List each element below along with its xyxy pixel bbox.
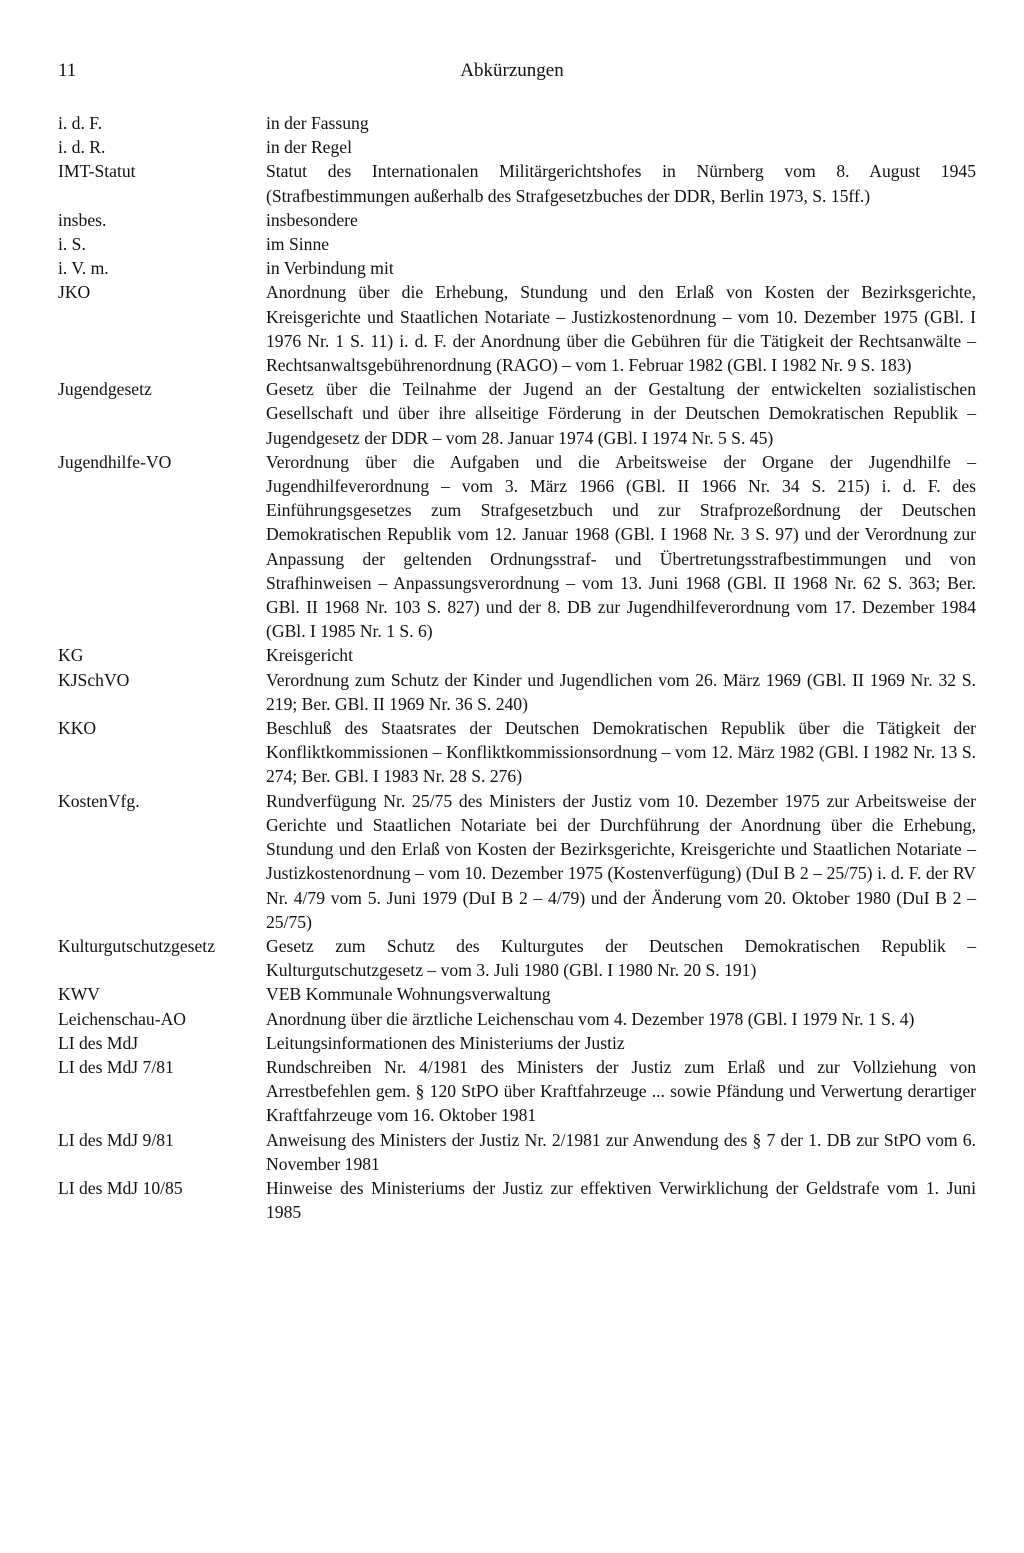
abbreviation-entry: [0, 135, 1024, 159]
abbreviation-definition: Gesetz zum Schutz des Kulturgutes der Deutschen Demokratischen Republik – Kulturgutschutzgesetz – vom 3. Juli 1980 (GBl. I 1980 Nr. 20 S. 191): [266, 935, 976, 981]
abbreviation-entry: [0, 280, 1024, 377]
abbreviation-definition: Gesetz über die Teilnahme der Jugend an der Gestaltung der entwickelten sozialistischen Gesellschaft und über ihre allseitige Förderung in der Deutschen Demokratischen Republik – Jugendgesetz der DDR – vom 28. Januar 1974 (GBl. I 1974 Nr. 5 S. 45): [266, 379, 976, 448]
abbreviation-term: LI des MdJ 9/81: [58, 1129, 174, 1150]
page-number: 11: [58, 60, 77, 81]
abbreviation-definition: Rundschreiben Nr. 4/1981 des Ministers der Justiz zum Erlaß und zur Vollziehung von Arrestbefehlen gem. § 120 StPO über Kraftfahrzeuge ... sowie Pfändung und Verwertung derartiger Kraftfahrzeuge vom 16. Oktober 1981: [266, 1056, 976, 1126]
abbreviation-entry: [0, 716, 1024, 789]
abbreviation-entry: [0, 111, 1024, 135]
abbreviation-definition: Kreisgericht: [266, 645, 353, 666]
abbreviation-definition: Hinweise des Ministeriums der Justiz zur effektiven Verwirklichung der Geldstrafe vom 1. Juni 1985: [266, 1177, 976, 1223]
abbreviation-definition: im Sinne: [266, 234, 330, 255]
abbreviation-entry: [0, 450, 1024, 644]
abbreviation-entry: [0, 208, 1024, 232]
abbreviation-term: i. d. R.: [58, 137, 106, 158]
abbreviation-entry: [0, 159, 1024, 207]
abbreviation-definition: Anordnung über die Erhebung, Stundung und den Erlaß von Kosten der Bezirksgerichte, Kreisgerichte und Staatlichen Notariate – Justizkostenordnung – vom 10. Dezember 1975 (GBl. I 1976 Nr. 1 S. 11) i. d. F. der Anordnung über die Gebühren für die Tätigkeit der Rechtsanwälte – Rechtsanwaltsgebührenordnung (RAGO) – vom 1. Februar 1982 (GBl. I 1982 Nr. 9 S. 183): [266, 282, 976, 376]
abbreviation-definition: in der Regel: [266, 137, 352, 158]
abbreviation-entry: [0, 643, 1024, 667]
abbreviation-term: LI des MdJ 7/81: [58, 1056, 174, 1077]
abbreviation-list: [0, 111, 1024, 1224]
abbreviation-definition: Verordnung über die Aufgaben und die Arbeitsweise der Organe der Jugendhilfe – Jugendhilfeverordnung – vom 3. März 1966 (GBl. II 1966 Nr. 34 S. 215) i. d. F. des Einführungsgesetzes zum Strafgesetzbuch und zur Strafprozeßordnung der Deutschen Demokratischen Republik vom 12. Januar 1968 (GBl. I 1968 Nr. 3 S. 97) und der Verordnung zur Anpassung der geltenden Ordnungsstraf- und Übertretungsstrafbestimmungen und von Strafhinweisen – Anpassungsverordnung – vom 13. Juni 1968 (GBl. II 1968 Nr. 62 S. 363; Ber. GBl. II 1968 Nr. 103 S. 827) und der 8. DB zur Jugendhilfeverordnung vom 17. Dezember 1984 (GBl. I 1985 Nr. 1 S. 6): [266, 451, 976, 642]
abbreviation-definition: insbesondere: [266, 209, 358, 230]
abbreviation-entry: [0, 232, 1024, 256]
abbreviation-entry: [0, 256, 1024, 280]
page-header: [0, 60, 1024, 90]
abbreviation-definition: Leitungsinformationen des Ministeriums der Justiz: [266, 1032, 625, 1053]
abbreviation-term: Leichenschau-AO: [58, 1008, 186, 1029]
abbreviation-definition: Anordnung über die ärztliche Leichenschau vom 4. Dezember 1978 (GBl. I 1979 Nr. 1 S. 4): [266, 1008, 915, 1029]
abbreviation-term: Jugendgesetz: [58, 379, 152, 400]
abbreviation-definition: VEB Kommunale Wohnungsverwaltung: [266, 984, 551, 1005]
abbreviation-entry: [0, 789, 1024, 934]
abbreviation-term: KostenVfg.: [58, 790, 140, 811]
abbreviation-definition: Anweisung des Ministers der Justiz Nr. 2/1981 zur Anwendung des § 7 der 1. DB zur StPO vom 6. November 1981: [266, 1129, 976, 1174]
abbreviation-term: i. d. F.: [58, 113, 103, 133]
abbreviation-entry: [0, 934, 1024, 982]
abbreviation-entry: [0, 1007, 1024, 1031]
abbreviation-definition: in der Fassung: [266, 113, 369, 133]
page-title: Abkürzungen: [460, 60, 564, 81]
abbreviation-definition: Rundverfügung Nr. 25/75 des Ministers der Justiz vom 10. Dezember 1975 zur Arbeitsweise der Gerichte und Staatlichen Notariate bei der Durchführung der Anordnung über die Erhebung, Stundung und den Erlaß von Kosten der Bezirksgerichte, Kreisgerichte und Staatlichen Notariate – Justizkostenordnung – vom 10. Dezember 1975 (Kostenverfügung) (DuI B 2 – 25/75) i. d. F. der RV Nr. 4/79 vom 5. Juni 1979 (DuI B 2 – 4/79) und der Änderung vom 20. Oktober 1980 (DuI B 2 – 25/75): [266, 790, 976, 932]
abbreviation-term: JKO: [58, 282, 91, 303]
abbreviation-term: KG: [58, 645, 84, 666]
abbreviation-entry: [0, 1055, 1024, 1128]
abbreviation-term: insbes.: [58, 209, 107, 230]
abbreviation-entry: [0, 1128, 1024, 1176]
abbreviation-term: i. V. m.: [58, 258, 109, 279]
abbreviation-entry: [0, 377, 1024, 450]
abbreviation-definition: Beschluß des Staatsrates der Deutschen Demokratischen Republik über die Tätigkeit der Konfliktkommissionen – Konfliktkommissionsordnung – vom 12. März 1982 (GBl. I 1982 Nr. 13 S. 274; Ber. GBl. I 1983 Nr. 28 S. 276): [266, 718, 976, 787]
abbreviation-entry: [0, 982, 1024, 1006]
abbreviation-term: IMT-Statut: [58, 161, 136, 182]
abbreviation-term: KJSchVO: [58, 669, 130, 690]
abbreviation-definition: in Verbindung mit: [266, 258, 394, 279]
abbreviation-term: KWV: [58, 984, 101, 1005]
abbreviation-term: i. S.: [58, 234, 86, 255]
abbreviation-term: KKO: [58, 718, 97, 739]
abbreviation-entry: [0, 668, 1024, 716]
abbreviation-entry: [0, 1176, 1024, 1224]
abbreviation-term: Jugendhilfe-VO: [58, 451, 172, 472]
abbreviation-term: Kulturgutschutzgesetz: [58, 935, 216, 956]
abbreviation-term: LI des MdJ: [58, 1032, 139, 1053]
abbreviation-entry: [0, 1031, 1024, 1055]
abbreviation-term: LI des MdJ 10/85: [58, 1177, 183, 1198]
abbreviation-definition: Statut des Internationalen Militärgerichtshofes in Nürnberg vom 8. August 1945 (Strafbestimmungen außerhalb des Strafgesetzbuches der DDR, Berlin 1973, S. 15ff.): [266, 161, 976, 206]
abbreviation-definition: Verordnung zum Schutz der Kinder und Jugendlichen vom 26. März 1969 (GBl. II 1969 Nr. 32 S. 219; Ber. GBl. II 1969 Nr. 36 S. 240): [266, 669, 976, 714]
